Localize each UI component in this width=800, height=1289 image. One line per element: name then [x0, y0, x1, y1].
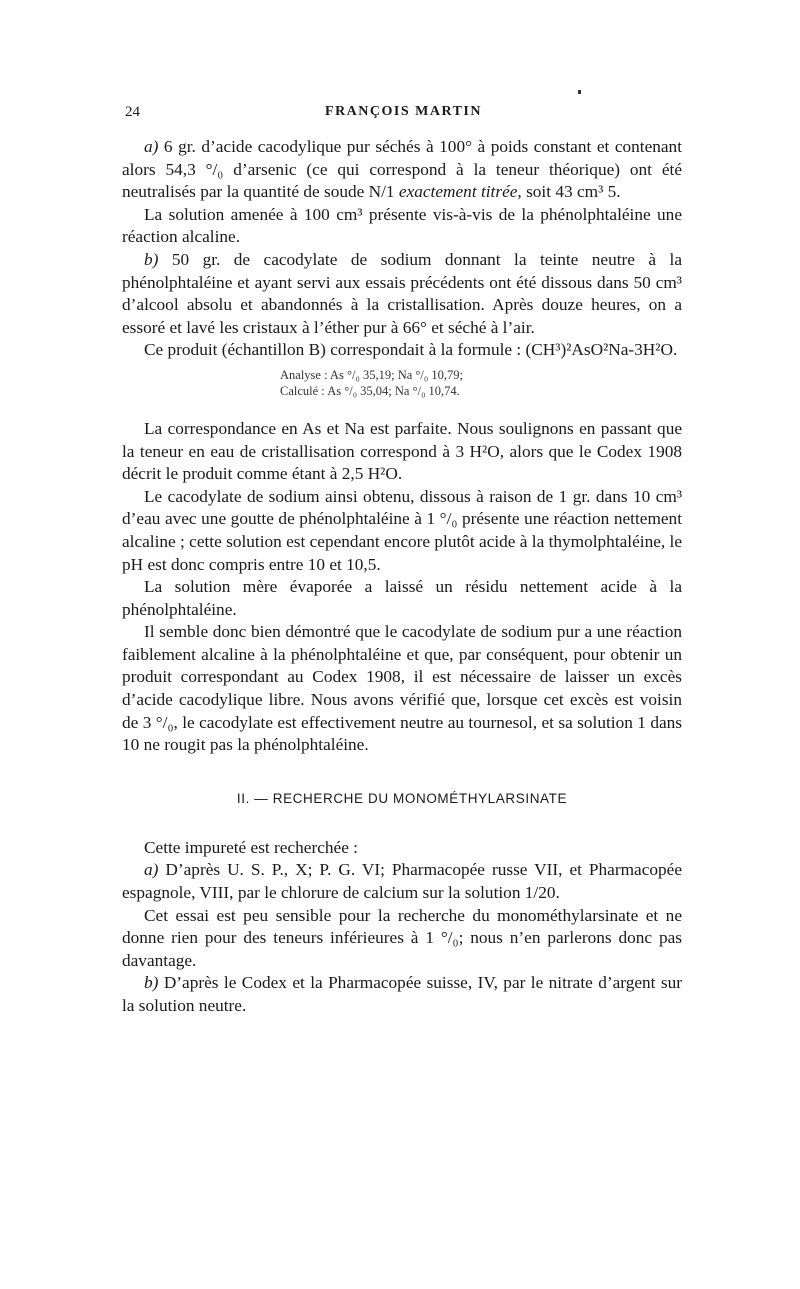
analysis-row-calculated: Calculé : As °/₀ 35,04; Na °/₀ 10,74. — [280, 383, 460, 398]
margin-mark — [578, 90, 581, 94]
running-title: FRANÇOIS MARTIN — [325, 104, 482, 119]
analysis-row-found: Analyse : As °/₀ 35,19; Na °/₀ 10,79; — [280, 367, 463, 382]
paragraph-text: D’après U. S. P., X; P. G. VI; Pharmacopée russe VII, et Pharmacopée espagnole, VIII, par le chlorure de calcium sur la solution 1/20. — [122, 860, 682, 903]
paragraph-text: 6 gr. d’acide cacodylique pur séchés à 100° à poids constant et contenant alors 54,3 °/₀ d’arsenic (ce qui correspond à la teneur théorique) ont été neutralisés par la quantité de soude N/1 — [122, 137, 682, 202]
paragraph-formula: Ce produit (échantillon B) correspondait à la formule : (CH³)²AsO²Na-3H²O. — [144, 340, 678, 360]
paragraph-b-silver-nitrate — [122, 972, 682, 1017]
paragraph-a-calcium-chloride — [122, 859, 682, 904]
analysis-block — [280, 367, 682, 399]
paragraph-solution: La solution amenée à 100 cm³ présente vis-à-vis de la phénolphtaléine une réaction alcaline. — [122, 204, 682, 247]
paragraph-text: D’après le Codex et la Pharmacopée suisse, IV, par le nitrate d’argent sur la solution neutre. — [122, 973, 682, 1015]
item-label-b: b) — [144, 973, 159, 993]
emphasis-text: exactement titrée — [398, 182, 518, 202]
page-number: 24 — [125, 104, 140, 120]
paragraph-text: 50 gr. de cacodylate de sodium donnant la teinte neutre à la phénolphtaléine et ayant servi aux essais précédents ont été dissous dans 50 cm³ d’alcool absolu et abandonnés à la cristallisation. Après douze heures, on a essoré et lavé les cristaux à l’éther pur à 66° et séché à l’air. — [122, 249, 682, 337]
paragraph-impurity-intro: Cette impureté est recherchée : — [144, 837, 358, 857]
paragraph-text-end: , soit 43 cm³ 5. — [517, 182, 621, 202]
item-label-b: b) — [144, 249, 159, 269]
item-label-a: a) — [144, 137, 159, 156]
item-label-a: a) — [144, 860, 159, 880]
page-body — [122, 136, 682, 1018]
page-header — [125, 104, 682, 126]
section-heading: II. — RECHERCHE DU MONOMÉTHYLARSINATE — [236, 790, 568, 806]
paragraph-mother-solution: La solution mère évaporée a laissé un résidu nettement acide à la phénolphtaléine. — [122, 577, 682, 619]
paragraph-conclusion: Il semble donc bien démontré que le cacodylate de sodium pur a une réaction faiblement alcaline à la phénolphtaléine et que, par conséquent, pour obtenir un produit correspondant au Codex 1908, il est nécessaire de laisser un excès d’acide cacodylique libre. Nous avons vérifié que, lorsque cet excès est voisin de 3 °/₀, le cacodylate est effectivement neutre au tournesol, et sa solution 1 dans 10 ne rougit pas la phénolphtaléine. — [122, 622, 682, 755]
paragraph-b-crystallisation — [122, 249, 682, 339]
paragraph-correspondence: La correspondance en As et Na est parfaite. Nous soulignons en passant que la teneur en eau de cristallisation correspond à 3 H²O, alors que le Codex 1908 décrit le produit comme étant à 2,5 H²O. — [122, 418, 682, 484]
paragraph-a-titration — [122, 136, 682, 204]
paragraph-ph: Le cacodylate de sodium ainsi obtenu, dissous à raison de 1 gr. dans 10 cm³ d’eau avec une goutte de phénolphtaléine à 1 °/₀ présente une réaction nettement alcaline ; cette solution est cependant encore plutôt acide à la thymolphtaléine, le pH est donc compris entre 10 et 10,5. — [122, 486, 682, 574]
paragraph-sensitivity: Cet essai est peu sensible pour la recherche du monométhylarsinate et ne donne rien pour des teneurs inférieures à 1 °/₀; nous n’en parlerons donc pas davantage. — [122, 905, 682, 970]
